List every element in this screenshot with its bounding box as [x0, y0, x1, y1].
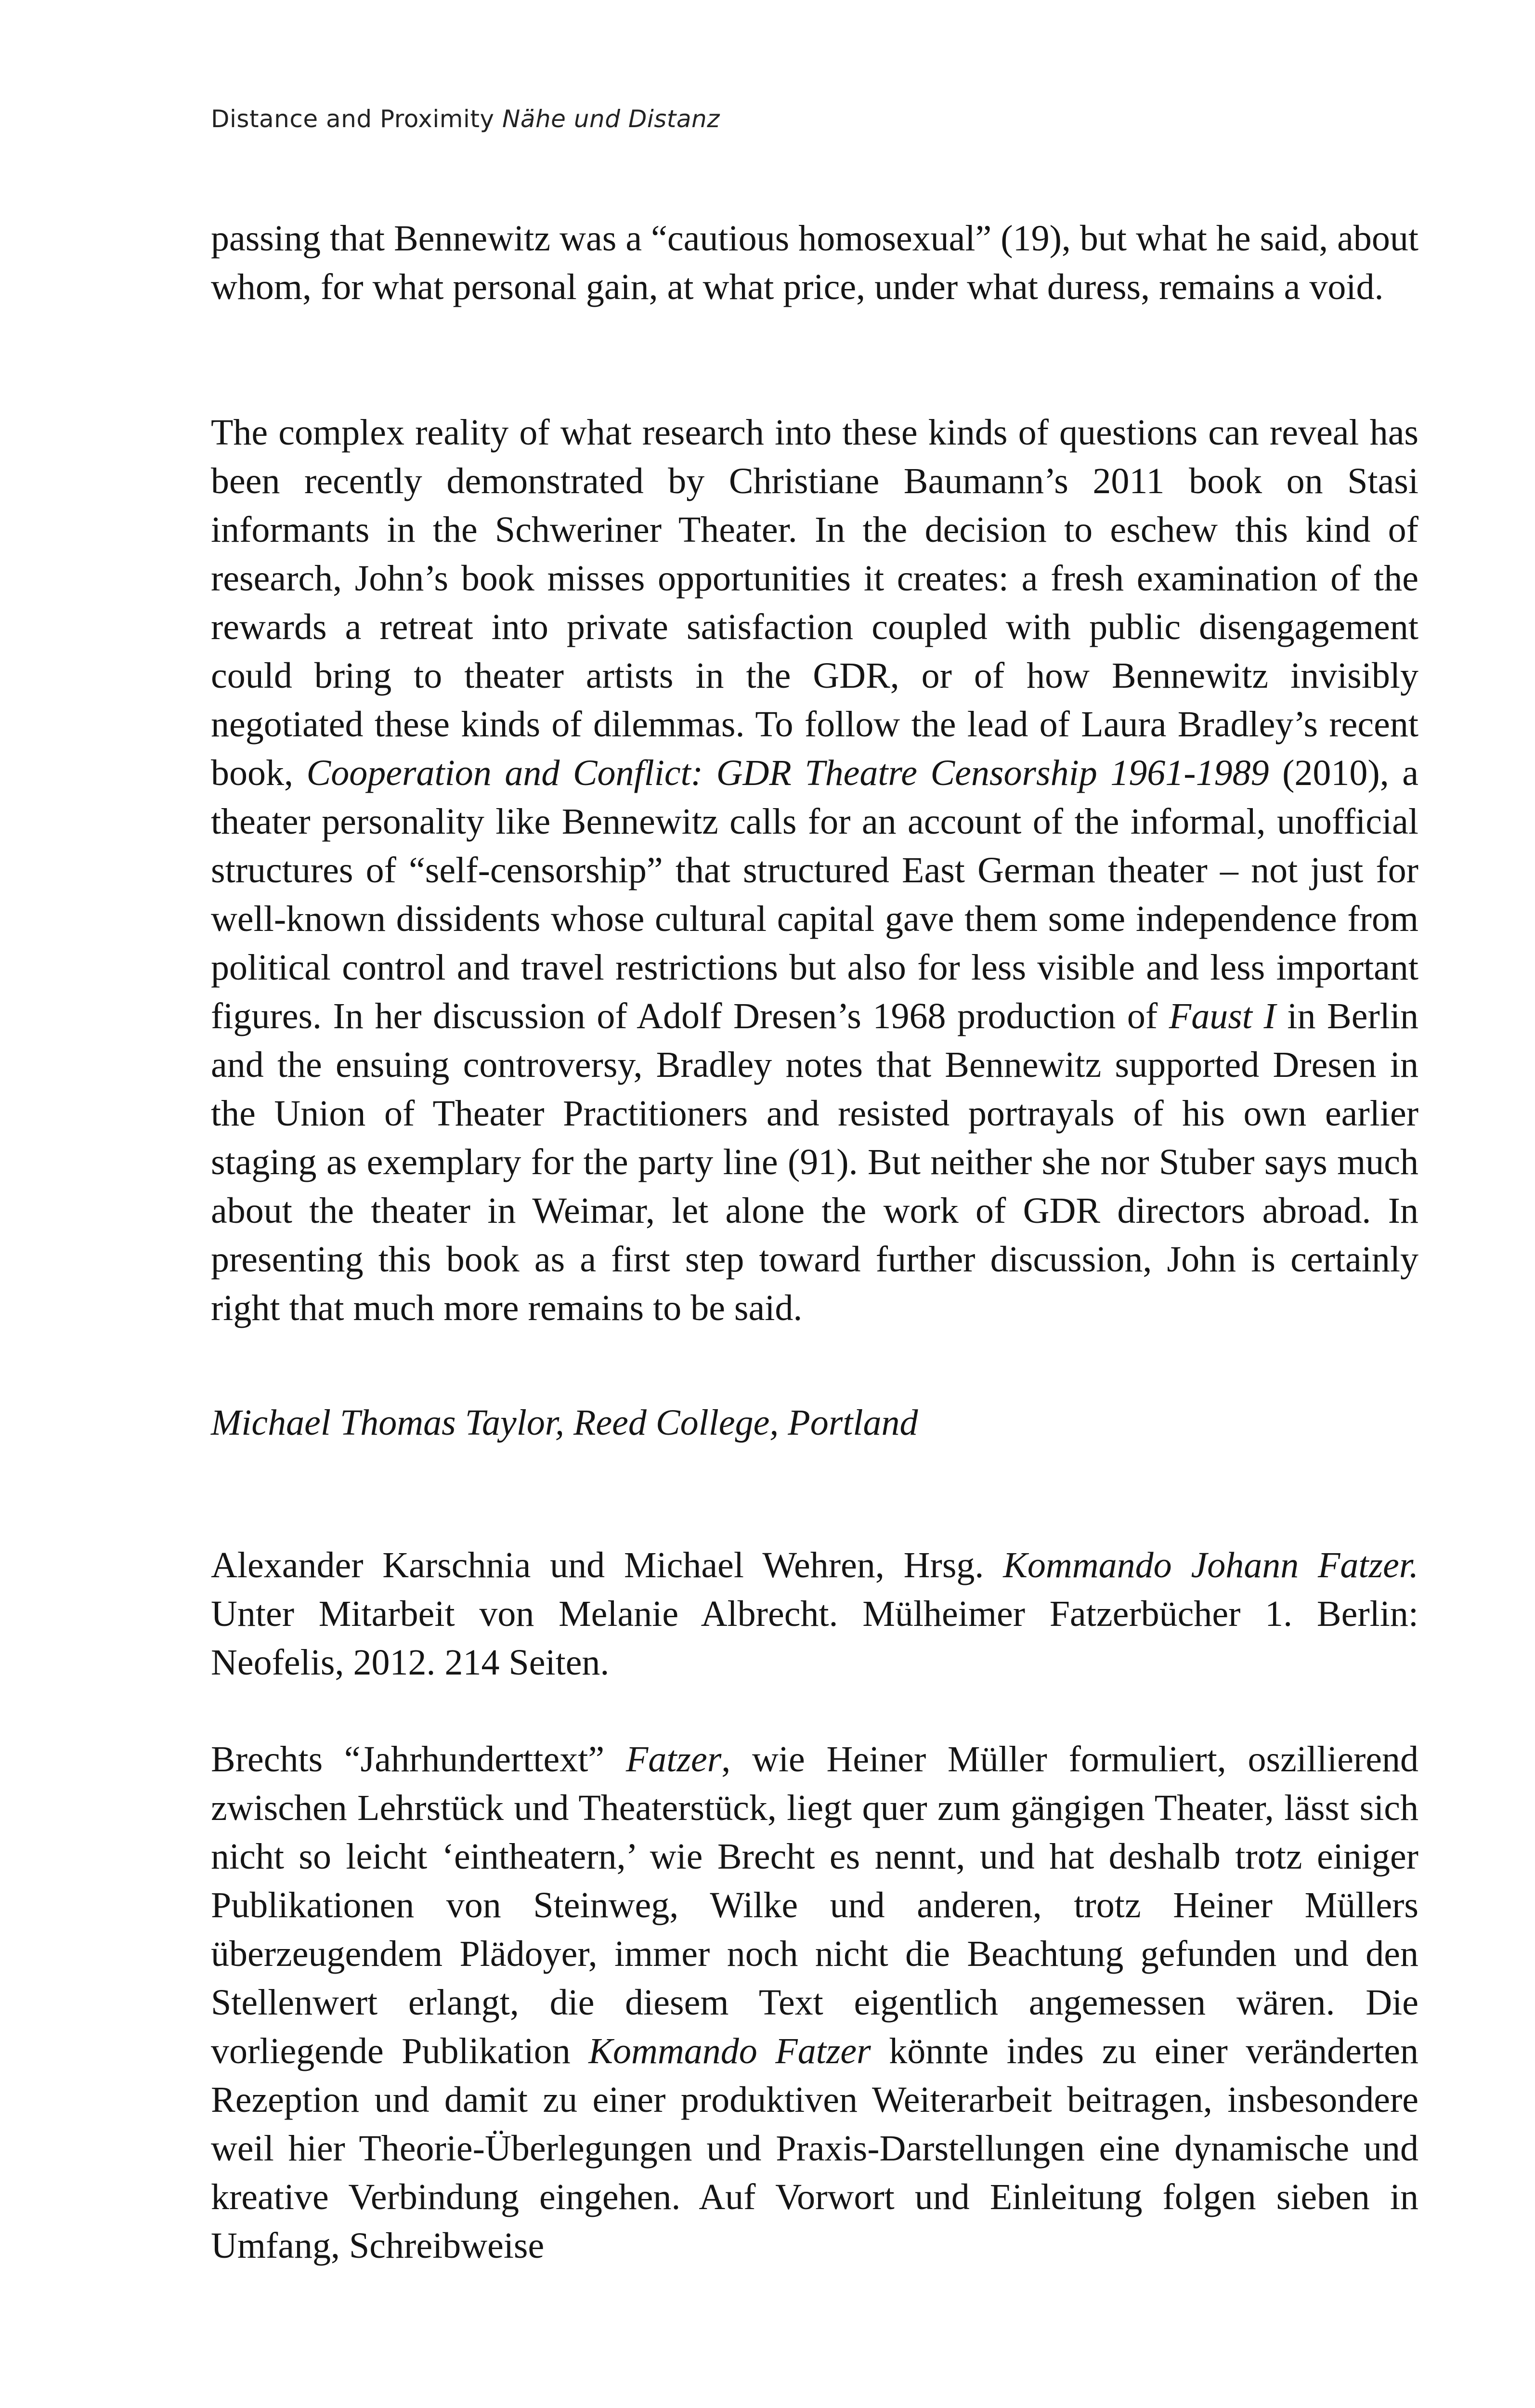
book-citation: [211, 1541, 1418, 1687]
paragraph-text-part: , wie Heiner Müller formuliert, oszillierend zwischen Lehrstück und Theaterstück, liegt quer zum gängigen Theater, lässt sich nicht so leicht ‘eintheatern,’ wie Brecht es nennt, und hat deshalb trotz einiger Publikationen von Steinweg, Wilke und anderen, trotz Heiner Müllers überzeugendem Plädoyer, immer noch nicht die Beachtung gefunden und den Stellenwert erlangt, die diesem Text eigentlich angemessen wären. Die vorliegende Publikation: [211, 1739, 1419, 2071]
running-head: [211, 105, 720, 133]
running-head-italic-title: Nähe und Distanz: [502, 105, 720, 133]
book-title-italic: Kommando Fatzer: [588, 2031, 871, 2071]
paragraph-text-part: (2010), a theater personality like Bennewitz calls for an account of the informal, unofficial structures of “self-censorship” that structured East German theater – not just for well-known dissidents whose cultural capital gave them some independence from political control and travel restrictions but also for less visible and less important figures. In her discussion of Adolf Dresen’s 1968 production of: [211, 753, 1419, 1036]
paragraph-text: [211, 1735, 1418, 2270]
citation-text-part: Unter Mitarbeit von Melanie Albrecht. Mülheimer Fatzerbücher 1. Berlin: Neofelis, 2012. 214 Seiten.: [211, 1594, 1418, 1683]
review-paragraph-continued: [211, 214, 1418, 312]
paragraph-text-part: könnte indes zu einer veränderten Rezeption und damit zu einer produktiven Weiterarbeit beitragen, insbesondere weil hier Theorie-Überlegungen und Praxis-Darstellungen eine dynamische und kreative Verbindung eingehen. Auf Vorwort und Einleitung folgen sieben in Umfang, Schreibweise: [211, 2031, 1419, 2266]
review-paragraph: [211, 1735, 1418, 2270]
work-title-italic: Faust I: [1169, 996, 1276, 1036]
paragraph-text-part: Brechts “Jahrhunderttext”: [211, 1739, 626, 1780]
work-title-italic: Fatzer: [625, 1739, 722, 1780]
citation-title-italic: Kommando Johann Fatzer.: [1003, 1545, 1418, 1585]
book-title-italic: Cooperation and Conflict: GDR Theatre Censorship 1961-1989: [306, 753, 1269, 793]
paragraph-text-part: The complex reality of what research into these kinds of questions can reveal has been recently demonstrated by Christiane Baumann’s 2011 book on Stasi informants in the Schweriner Theater. In the decision to eschew this kind of research, John’s book misses opportunities it creates: a fresh examination of the rewards a retreat into private satisfaction coupled with public disengagement could bring to theater artists in the GDR, or of how Bennewitz invisibly negotiated these kinds of dilemmas. To follow the lead of Laura Bradley’s recent book,: [211, 412, 1418, 793]
citation-text-part: Alexander Karschnia und Michael Wehren, Hrsg.: [211, 1545, 1003, 1585]
paragraph-text-part: in Berlin and the ensuing controversy, Bradley notes that Bennewitz supported Dresen in the Union of Theater Practitioners and resisted portrayals of his own earlier staging as exemplary for the party line (91). But neither she nor Stuber says much about the theater in Weimar, let alone the work of GDR directors abroad. In presenting this book as a first step toward further discussion, John is certainly right that much more remains to be said.: [211, 996, 1418, 1328]
review-paragraph: [211, 408, 1418, 1333]
paragraph-text: [211, 408, 1418, 1333]
reviewer-signature: [211, 1399, 1418, 1447]
citation-text: [211, 1541, 1418, 1687]
paragraph-text: passing that Bennewitz was a “cautious homosexual” (19), but what he said, about whom, for what personal gain, at what price, under what duress, remains a void.: [211, 218, 1418, 307]
running-head-title: Distance and Proximity: [211, 105, 502, 133]
signature-text: Michael Thomas Taylor, Reed College, Portland: [211, 1402, 918, 1443]
